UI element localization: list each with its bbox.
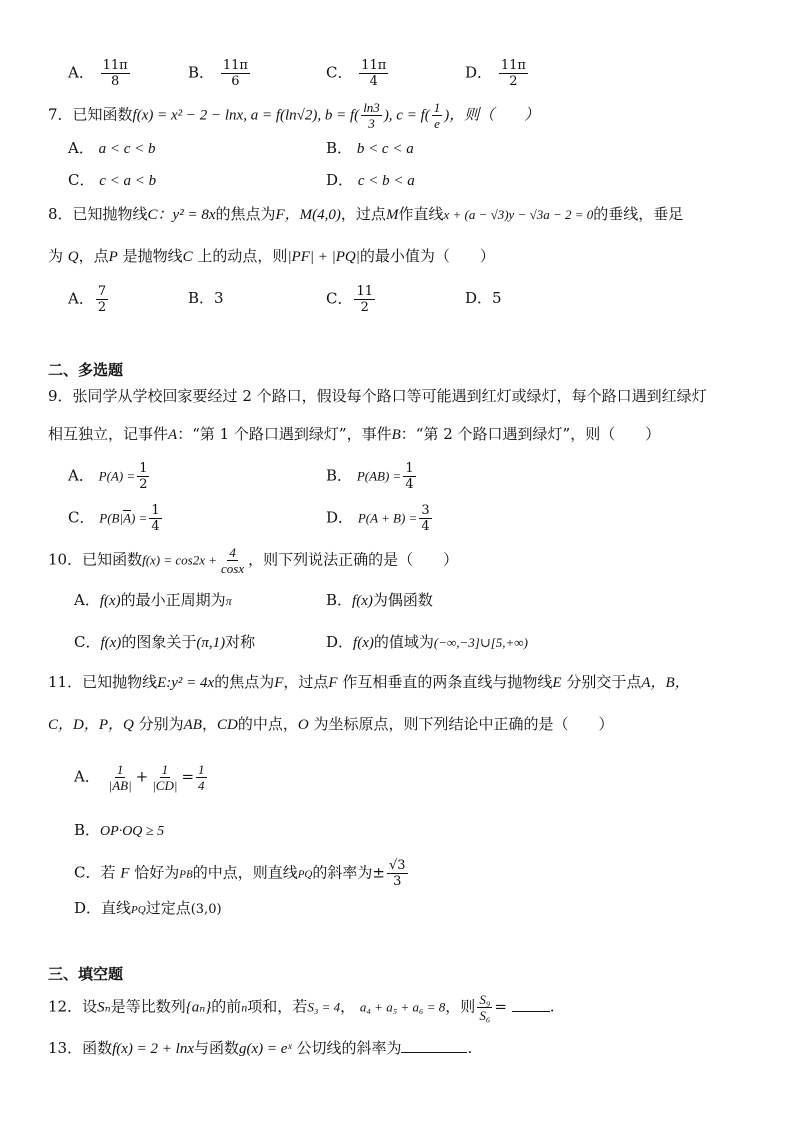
- q8-text-l2e: 是抛物线: [122, 247, 183, 265]
- q9-option-b: [326, 461, 418, 492]
- q10-suffix: ，则下列说法正确的是（ ）: [248, 550, 459, 569]
- q9-text-e: ：“第 2 个路口遇到绿灯”，则（ ）: [400, 425, 661, 443]
- q11-text-e: ，过点: [283, 673, 329, 691]
- q6-option-d-den: 2: [509, 74, 518, 89]
- q9-text-a: 相互独立，记事件: [48, 425, 169, 443]
- q13-text-a: 13．函数: [48, 1039, 113, 1057]
- q6-option-c-den: 4: [369, 74, 378, 89]
- q8-stem-line1: [48, 204, 683, 225]
- q9-event-b: B: [391, 427, 401, 443]
- q7-prefix: 7．已知函数: [48, 105, 133, 124]
- q11-curve-e: E: [552, 675, 562, 691]
- q8-option-c-value: [354, 284, 375, 315]
- q7-option-b: [326, 138, 414, 159]
- q11-option-c-frac: [387, 858, 408, 889]
- q11-option-c-pm: ±: [372, 863, 385, 882]
- q9-option-d-label: D．: [326, 508, 354, 527]
- q7-option-d: [326, 170, 415, 191]
- q7-option-a-label: A．: [68, 139, 94, 157]
- q8-point-m: M: [385, 207, 399, 223]
- q6-option-b-value: [221, 58, 250, 89]
- q6-option-b-label: B．: [188, 63, 215, 82]
- q8-option-a-den: 2: [97, 300, 107, 315]
- q9-option-c-den: 4: [151, 519, 160, 534]
- q11-option-a-frac2: [150, 762, 179, 793]
- q11-option-b-math: OP·OQ ≥ 5: [100, 824, 165, 839]
- q11-option-a-plus: +: [135, 767, 149, 786]
- q7-c-num: 1: [433, 100, 441, 115]
- q8-option-b: B．3: [188, 289, 224, 307]
- q11-option-d-label: D．直线: [74, 899, 132, 917]
- q9-option-d-frac: [419, 503, 431, 534]
- q12-sn: Sₙ: [97, 999, 111, 1016]
- q11-option-b: [74, 820, 164, 842]
- q8-points: F，M(4,0): [275, 207, 341, 223]
- q13-f: f(x) = 2 + lnx: [112, 1041, 194, 1057]
- q9-option-c-math2: ) =: [131, 510, 148, 526]
- q12-fraction: [477, 992, 492, 1023]
- q10-option-b-fx: f(x): [352, 593, 373, 609]
- q11-text-i: 分别交于点: [566, 673, 642, 691]
- q11-option-a-frac1: [107, 762, 134, 793]
- q10-option-a: [74, 590, 232, 611]
- q10-frac-num: 4: [229, 545, 236, 560]
- q9-option-c-num: 1: [151, 503, 160, 518]
- q12-stem: [48, 992, 554, 1023]
- q11-option-c-text3: 的斜率为: [312, 863, 373, 882]
- q11-option-a-eq: =: [181, 767, 195, 786]
- q7-option-a-text: a < c < b: [98, 141, 156, 157]
- q9-option-a: [68, 461, 151, 492]
- q11-option-d-pq: PQ: [131, 904, 146, 916]
- section-fill-blank-heading: 三、填空题: [48, 965, 124, 983]
- q10-option-c-text2: 对称: [225, 633, 256, 651]
- q12-text-k: ，则: [445, 997, 476, 1016]
- q7-stem: [48, 100, 539, 131]
- q11-stem-line1: [48, 672, 690, 693]
- q9-option-d-num: 3: [421, 503, 430, 518]
- q9-option-c-complement: $\overline{A}$: [123, 510, 132, 526]
- q9-stem-line1: 9．张同学从学校回家要经过 2 个路口，假设每个路口等可能遇到红灯或绿灯，每个路口遇到红绿灯: [48, 387, 707, 405]
- q10-option-c-point: (π,1): [196, 635, 226, 651]
- q11-focus-2: F: [328, 675, 338, 691]
- q8-text-l2g: 上的动点，则: [197, 247, 288, 265]
- q8-option-d: D．5: [465, 289, 502, 307]
- q9-option-d-math: P(A + B) =: [357, 510, 418, 526]
- q9-option-a-math: P(A) =: [98, 468, 136, 484]
- q9-option-b-label: B．: [326, 466, 353, 485]
- q11-stem-line2: [48, 714, 613, 735]
- q11-parabola: E:y² = 4x: [157, 675, 215, 691]
- q8-point-q: Q: [67, 249, 79, 265]
- q8-text-e: ，过点: [340, 205, 386, 223]
- q10-option-a-pi: π: [225, 594, 232, 608]
- q11-points-ab: A，B，: [641, 675, 690, 691]
- q11-option-c-text2: 的中点，则直线: [192, 863, 298, 882]
- q6-option-d-value: [499, 58, 528, 89]
- q7-c-den: e: [434, 116, 440, 131]
- q11-focus: F: [274, 675, 284, 691]
- q13-period: .: [467, 1039, 473, 1057]
- q11-option-c-den: 3: [393, 874, 402, 889]
- q6-option-b-num: 11π: [222, 58, 248, 73]
- q10-option-c-fx: f(x): [100, 635, 122, 651]
- q6-option-b: [188, 58, 252, 89]
- q8-text-g: 作直线: [398, 205, 444, 223]
- q12-frac-den: S₆: [479, 1008, 491, 1023]
- q11-option-c-pq: PQ: [297, 868, 313, 881]
- q12-text-e: 的前: [211, 997, 242, 1016]
- q8-distance-sum: |PF| + |PQ|: [287, 249, 360, 265]
- q12-n: n: [241, 1000, 248, 1015]
- q11-text-c: 的焦点为: [214, 673, 275, 691]
- q10-fraction: [219, 545, 246, 576]
- q6-option-a: [68, 58, 132, 89]
- q10-option-b-label: B．: [326, 591, 353, 609]
- q6-option-d: [465, 58, 530, 89]
- q12-s3: S₃ = 4: [307, 999, 341, 1015]
- q7-b-num: ln3: [363, 100, 380, 115]
- q8-text-c: 的焦点为: [215, 205, 276, 223]
- q7-suffix: )，则（ ）: [444, 107, 540, 124]
- q7-c-fraction: [432, 100, 443, 131]
- q9-option-b-den: 4: [405, 477, 414, 492]
- q6-option-a-num: 11π: [102, 58, 128, 73]
- q11-text-l2h: 为坐标原点，则下列结论中正确的是（ ）: [313, 715, 614, 733]
- q7-option-b-label: B．: [326, 139, 353, 157]
- q9-option-c: [68, 503, 164, 534]
- q7-function: f(x) = x² − 2 − lnx, a = f(ln√2), b = f(: [132, 107, 360, 124]
- q11-option-c-text: 恰好为: [134, 863, 180, 882]
- q6-option-a-value: [101, 58, 130, 89]
- section-multiple-choice-heading: 二、多选题: [48, 361, 124, 379]
- q9-text-c: ：“第 1 个路口遇到绿灯”，事件: [177, 425, 392, 443]
- q11-text-l2b: 分别为: [138, 715, 184, 733]
- q12-frac-num: S₉: [479, 992, 491, 1007]
- q11-option-d: [74, 898, 222, 920]
- q7-option-c: [68, 170, 156, 191]
- q10-option-a-label: A．: [74, 591, 100, 609]
- q11-option-a-n2: 1: [161, 762, 169, 777]
- q12-sum: a₄ + a₅ + a₆ = 8: [359, 999, 446, 1015]
- q11-text-l2f: 的中点，: [237, 715, 298, 733]
- q12-period: .: [549, 997, 555, 1016]
- q7-b-fraction: [361, 100, 382, 131]
- q9-option-c-frac: [149, 503, 161, 534]
- q7-b-den: 3: [368, 116, 375, 131]
- q12-text-g: 项和，若: [247, 997, 308, 1016]
- q7-mid: ), c = f(: [383, 107, 430, 124]
- q10-option-c-text: 的图象关于: [121, 633, 197, 651]
- q6-option-c: [326, 58, 390, 89]
- q6-option-c-value: [359, 58, 388, 89]
- q9-event-a: A: [168, 427, 178, 443]
- q11-origin: O: [297, 717, 309, 733]
- q11-option-a-n1: 1: [116, 762, 124, 777]
- q8-option-a: [68, 284, 110, 315]
- q13-text-c: 与函数: [193, 1039, 239, 1057]
- q11-option-d-text: 过定点: [145, 899, 191, 917]
- q8-option-c-label: C．: [326, 289, 353, 308]
- q9-option-c-label: C．: [68, 508, 95, 527]
- q8-option-a-label: A．: [68, 289, 94, 308]
- q12-text-a: 12．设: [48, 997, 98, 1016]
- q11-option-c-pb: PB: [179, 868, 193, 881]
- q6-option-b-den: 6: [231, 74, 240, 89]
- q10-prefix: 10．已知函数: [48, 550, 143, 569]
- q12-answer-blank[interactable]: [512, 997, 550, 1012]
- q12-text-c: 是等比数列: [110, 997, 186, 1016]
- q8-point-p: P: [108, 249, 118, 265]
- q8-text-l2i: 的最小值为（ ）: [359, 247, 495, 265]
- q8-text-l2c: ，点: [78, 247, 109, 265]
- q11-option-a: [74, 762, 209, 793]
- q11-option-c-focus: F: [120, 865, 130, 882]
- q11-text-a: 11．已知抛物线: [48, 673, 158, 691]
- q12-text-i: ，: [340, 997, 356, 1016]
- q9-option-a-label: A．: [68, 466, 94, 485]
- q7-option-d-text: c < b < a: [357, 173, 415, 189]
- q9-option-a-den: 2: [139, 477, 148, 492]
- q9-option-a-num: 1: [139, 461, 148, 476]
- q11-segment-cd: CD: [216, 717, 238, 733]
- q10-stem: [48, 545, 458, 576]
- q8-curve-c: C: [182, 249, 193, 265]
- q6-option-c-label: C．: [326, 63, 353, 82]
- q13-answer-blank[interactable]: [401, 1038, 467, 1053]
- q6-option-a-label: A．: [68, 63, 94, 82]
- q6-option-c-num: 11π: [361, 58, 387, 73]
- q10-option-d-text: 的值域为: [373, 633, 434, 651]
- q11-option-c-num: √3: [388, 858, 406, 873]
- q11-option-d-point: (3,0): [190, 902, 222, 917]
- q10-option-d-range: (−∞,−3]∪[5,+∞): [433, 635, 528, 650]
- q10-frac-den: cosx: [221, 561, 245, 576]
- q7-option-b-text: b < c < a: [356, 141, 414, 157]
- q11-option-a-d2: |CD|: [152, 778, 178, 793]
- q11-option-a-label: A．: [74, 767, 100, 786]
- q11-text-l2d: ，: [201, 715, 217, 733]
- q6-option-a-den: 8: [111, 74, 120, 89]
- q10-option-a-text: 的最小正周期为: [120, 591, 226, 609]
- q6-option-d-num: 11π: [500, 58, 526, 73]
- q10-option-b-text: 为偶函数: [372, 591, 433, 609]
- q11-option-a-n3: 1: [198, 762, 205, 777]
- q8-stem-line2: [48, 246, 495, 267]
- q8-text-a: 8．已知抛物线: [48, 205, 148, 223]
- q7-option-a: [68, 138, 156, 159]
- q9-option-a-frac: [137, 461, 149, 492]
- q11-option-a-frac3: [196, 762, 207, 793]
- q10-option-d-fx: f(x): [353, 635, 374, 651]
- q13-stem: [48, 1038, 472, 1059]
- q10-option-d: [326, 632, 528, 653]
- q11-option-a-d3: 4: [198, 778, 205, 793]
- q8-option-a-value: [96, 284, 108, 315]
- q9-stem-line2: [48, 424, 660, 445]
- q12-sequence: {aₙ}: [185, 999, 212, 1016]
- q13-g: g(x) = eˣ: [239, 1041, 292, 1057]
- q11-option-b-label: B．: [74, 821, 101, 839]
- q11-points-cdpq: C，D，P，Q: [48, 717, 134, 733]
- q8-text-i: 的垂线，垂足: [593, 205, 684, 223]
- q8-option-c: [326, 284, 377, 315]
- q10-option-c-label: C．: [74, 633, 101, 651]
- q8-parabola: C：y² = 8x: [147, 207, 216, 223]
- q9-option-d-den: 4: [421, 519, 430, 534]
- q13-text-e: 公切线的斜率为: [296, 1039, 402, 1057]
- q7-option-d-label: D．: [326, 171, 354, 189]
- q10-option-a-fx: f(x): [99, 593, 121, 609]
- q10-option-b: [326, 590, 433, 611]
- q10-function: f(x) = cos2x +: [142, 552, 218, 568]
- q11-option-a-d1: |AB|: [108, 778, 132, 793]
- q8-line-equation: x + (a − √3)y − √3a − 2 = 0: [443, 207, 594, 222]
- q9-option-c-math1: P(B|: [99, 510, 124, 526]
- q10-option-c: [74, 632, 255, 653]
- q8-option-c-num: 11: [356, 284, 374, 299]
- q9-option-b-num: 1: [405, 461, 414, 476]
- q11-option-c-label: C．若: [74, 863, 116, 882]
- q7-option-c-text: c < a < b: [99, 173, 157, 189]
- q10-option-d-label: D．: [326, 633, 354, 651]
- q12-eq: =: [494, 997, 507, 1016]
- q8-option-a-num: 7: [97, 284, 107, 299]
- q9-option-d: [326, 503, 434, 534]
- q8-option-c-den: 2: [360, 300, 369, 315]
- q8-text-l2a: 为: [48, 247, 64, 265]
- q9-option-b-math: P(AB) =: [356, 468, 402, 484]
- q9-option-b-frac: [403, 461, 415, 492]
- q11-segment-ab: AB: [183, 717, 202, 733]
- q11-option-c: [74, 858, 410, 889]
- q6-option-d-label: D．: [465, 63, 493, 82]
- q11-text-g: 作互相垂直的两条直线与抛物线: [342, 673, 553, 691]
- q7-option-c-label: C．: [68, 171, 95, 189]
